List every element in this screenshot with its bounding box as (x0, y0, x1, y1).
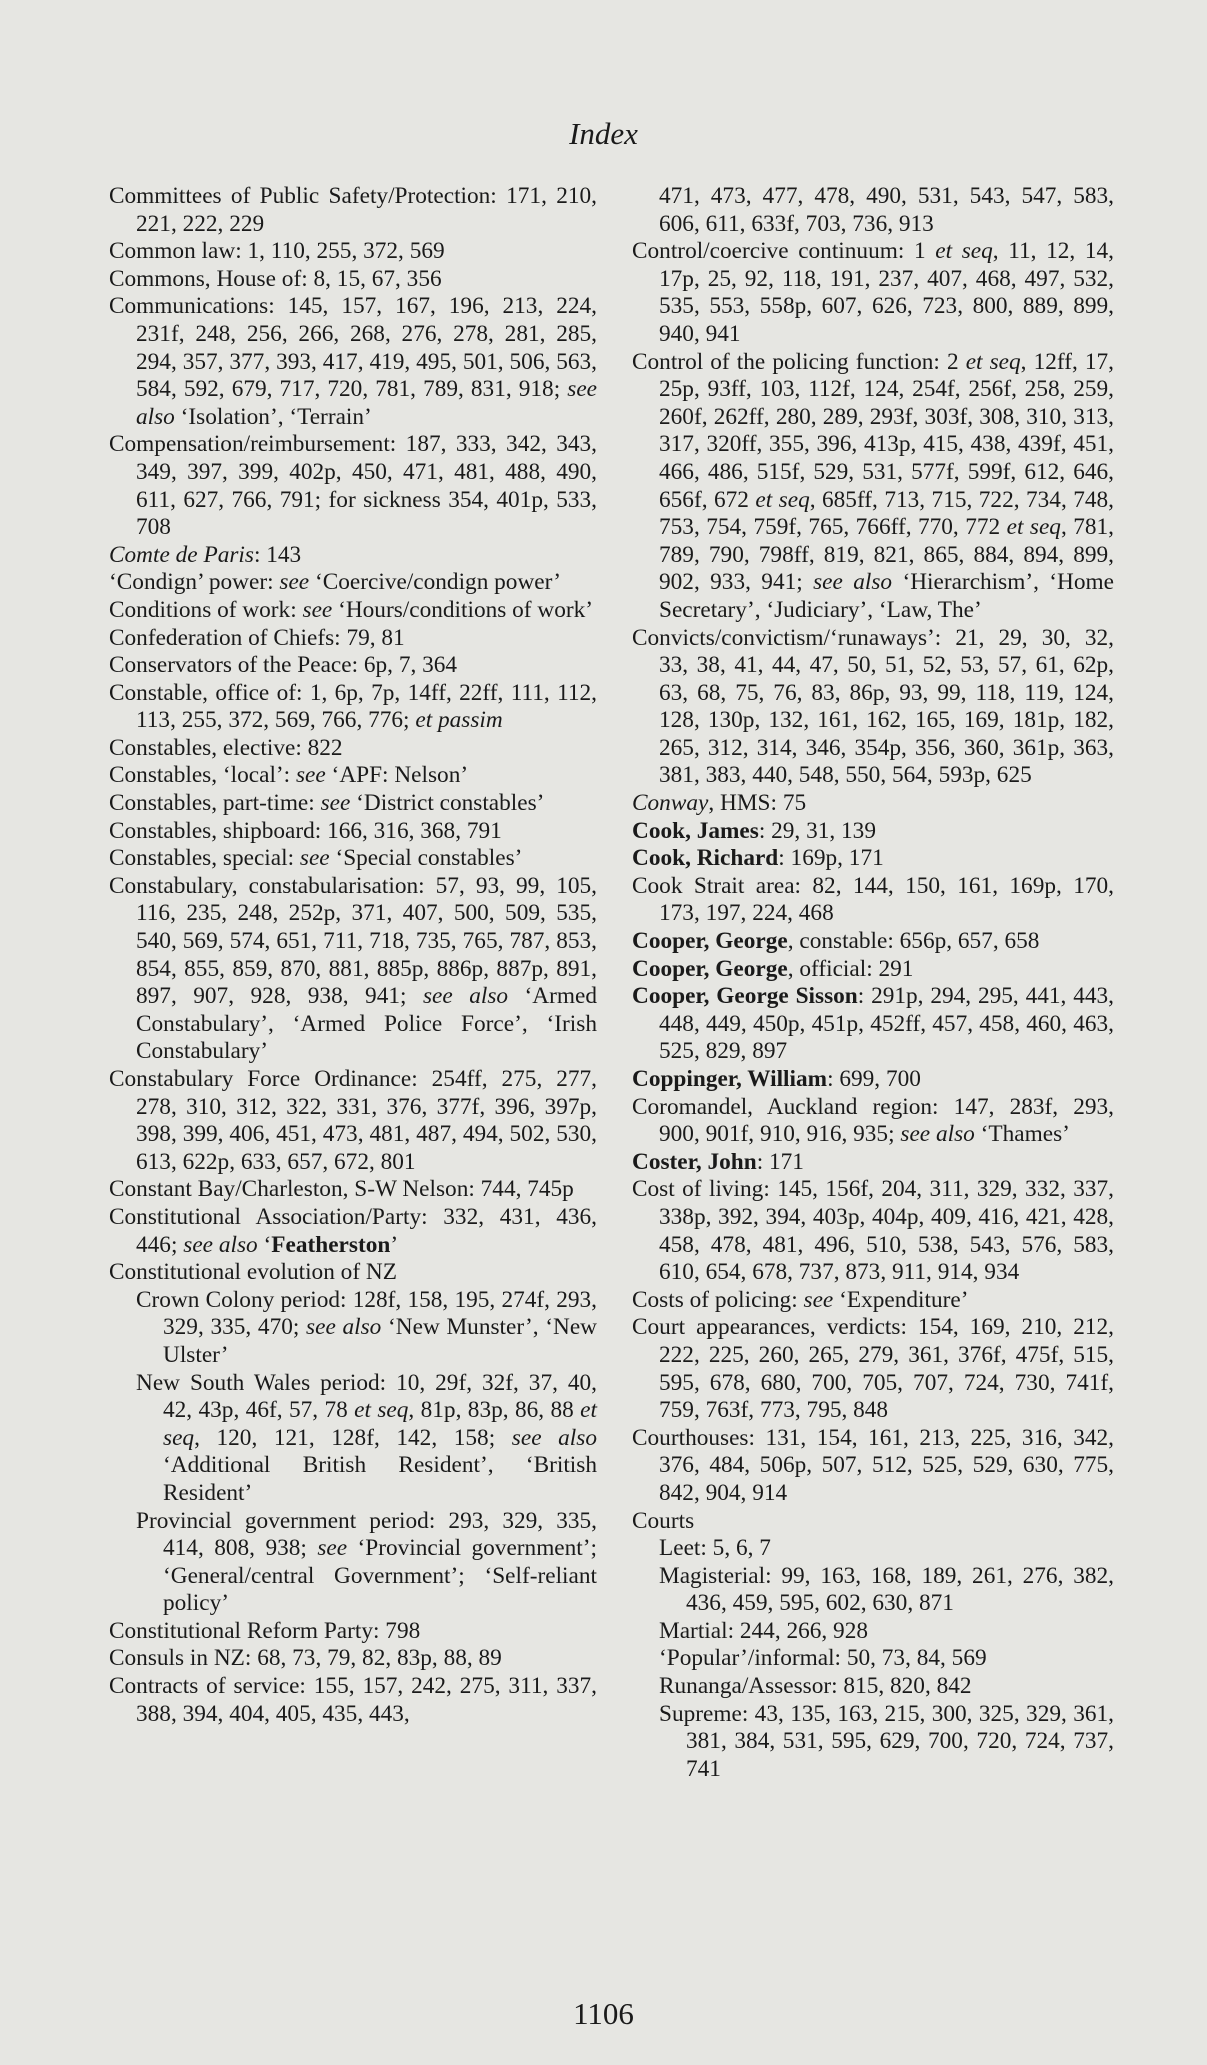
index-entry (632, 625, 1114, 791)
entry-text: ‘ (257, 1231, 272, 1258)
index-entry (632, 349, 1114, 625)
entry-text: Constitutional Association/Party: 332, 431, 436, 446; (109, 1203, 597, 1258)
entry-italic-text: see also (136, 376, 597, 430)
index-subentry (109, 1287, 597, 1370)
entry-text: Constables, shipboard: 166, 316, 368, 791 (109, 817, 502, 844)
index-subentry (109, 1508, 597, 1618)
entry-text: Committees of Public Safety/Protection: 171, 210, 221, 222, 229 (109, 183, 597, 237)
entry-italic-text: see also (306, 1314, 382, 1341)
entry-text: ‘Hours/conditions of work’ (332, 596, 594, 623)
entry-italic-text: et seq (935, 238, 993, 265)
index-entry (632, 1066, 1114, 1094)
page-number: 1106 (573, 1996, 634, 2031)
entry-italic-text: et passim (415, 707, 503, 734)
entry-text: Commons, House of: 8, 15, 67, 356 (109, 265, 442, 292)
index-entry (109, 266, 597, 294)
index-entry (109, 238, 597, 266)
index-subentry (632, 1618, 1114, 1646)
entry-text: Constabulary Force Ordinance: 254ff, 275, 277, 278, 310, 312, 322, 331, 376, 377f, 396, 397p, 398, 399, 406, 451, 473, 481, 487, 494, 502, 530, 613, 622p, 633, 657, 672, 801 (109, 1066, 597, 1175)
entry-text: Constitutional Reform Party: 798 (109, 1617, 421, 1644)
entry-bold-term: Cook, James (632, 817, 759, 844)
entry-text: , 81p, 83p, 86, 88 (408, 1397, 581, 1424)
entry-text: ‘Provincial government’; ‘General/central Government’; ‘Self-reliant policy’ (163, 1535, 598, 1617)
index-subentry (632, 1673, 1114, 1701)
entry-text: , 685ff, 713, 715, 722, 734, 748, 753, 754, 759f, 765, 766ff, 770, 772 (659, 486, 1114, 541)
entry-bold-term: Cooper, George (632, 928, 788, 955)
entry-text: Courthouses: 131, 154, 161, 213, 225, 316, 342, 376, 484, 506p, 507, 512, 525, 529, 630, 775, 842, 904, 914 (632, 1424, 1114, 1506)
entry-text: ‘APF: Nelson’ (325, 762, 469, 789)
entry-text: Constables, part-time: (109, 790, 321, 817)
entry-text: Supreme: 43, 135, 163, 215, 300, 325, 329, 361, 381, 384, 531, 595, 629, 700, 720, 724, 737, 741 (659, 1700, 1114, 1782)
entry-text: Conditions of work: (109, 596, 303, 623)
index-subentry (632, 1701, 1114, 1784)
index-entry (632, 845, 1114, 873)
entry-text: ‘Thames’ (974, 1121, 1070, 1148)
entry-text: Provincial government period: 293, 329, 335, 414, 808, 938; (136, 1507, 597, 1562)
entry-italic-text: et seq (965, 348, 1021, 375)
index-entry (632, 873, 1114, 928)
entry-text: ‘Isolation’, ‘Terrain’ (174, 403, 372, 430)
entry-text: ‘Hierarchism’, ‘Home Secretary’, ‘Judiciary’, ‘Law, The’ (659, 569, 1114, 623)
entry-italic-text: Comte de Paris (109, 541, 254, 568)
entry-text: Constant Bay/Charleston, S-W Nelson: 744, 745p (109, 1176, 574, 1203)
entry-italic-text: see (302, 596, 333, 623)
entry-text: Common law: 1, 110, 255, 372, 569 (109, 238, 445, 265)
entry-text: , official: 291 (787, 955, 914, 982)
entry-bold-term: Cook, Richard (632, 845, 779, 872)
index-entry (109, 845, 597, 873)
entry-italic-text: Conway (632, 790, 709, 817)
entry-text: Cook Strait area: 82, 144, 150, 161, 169p, 170, 173, 197, 224, 468 (632, 872, 1114, 927)
index-column-left (109, 183, 597, 1728)
index-entry (109, 597, 597, 625)
index-entry (632, 1508, 1114, 1536)
index-entry (109, 293, 597, 431)
entry-text: : 169p, 171 (778, 845, 884, 872)
entry-text: : 699, 700 (827, 1066, 921, 1092)
entry-text: Control/coercive continuum: 1 (632, 238, 936, 265)
entry-text: ‘Additional British Resident’, ‘British Resident’ (163, 1452, 597, 1506)
entry-text: Court appearances, verdicts: 154, 169, 210, 212, 222, 225, 260, 265, 279, 361, 376f, 475f, 515, 595, 678, 680, 700, 705, 707, 724, 730, 741f, 759, 763f, 773, 795, 848 (632, 1314, 1114, 1424)
entry-text: Martial: 244, 266, 928 (659, 1617, 869, 1644)
index-entry (109, 652, 597, 680)
entry-text: Constabulary, constabularisation: 57, 93, 99, 105, 116, 235, 248, 252p, 371, 407, 500, 509, 535, 540, 569, 574, 651, 711, 718, 735, 765, 787, 853, 854, 855, 859, 870, 881, 885p, 886p, 887p, 891, 897, 907, 928, 938, 941; (109, 872, 597, 1010)
entry-text: Magisterial: 99, 163, 168, 189, 261, 276, 382, 436, 459, 595, 602, 630, 871 (659, 1562, 1114, 1617)
entry-text: Constables, ‘local’: (109, 762, 296, 789)
index-entry (109, 1645, 597, 1673)
entry-text: Crown Colony period: 128f, 158, 195, 274f, 293, 329, 335, 470; (136, 1286, 597, 1341)
entry-text: Consuls in NZ: 68, 73, 79, 82, 83p, 88, 89 (109, 1645, 502, 1672)
index-entry (632, 1176, 1114, 1286)
entry-text: , 11, 12, 14, 17p, 25, 92, 118, 191, 237, 407, 468, 497, 532, 535, 553, 558p, 607, 626, 723, 800, 889, 899, 940, 941 (659, 238, 1115, 347)
entry-text: ‘Coercive/condign power’ (309, 569, 562, 596)
entry-italic-text: see (279, 569, 310, 596)
entry-text: Confederation of Chiefs: 79, 81 (109, 624, 405, 651)
entry-text: Conservators of the Peace: 6p, 7, 364 (109, 652, 458, 679)
index-entry (632, 1314, 1114, 1424)
index-entry (632, 956, 1114, 984)
entry-italic-text: see also (511, 1424, 597, 1451)
entry-italic-text: et seq (1006, 514, 1061, 541)
index-entry (109, 183, 597, 238)
index-subentry (632, 1645, 1114, 1673)
index-entry (632, 1287, 1114, 1315)
index-entry (632, 818, 1114, 846)
entry-text: Cost of living: 145, 156f, 204, 311, 329, 332, 337, 338p, 392, 394, 403p, 404p, 409, 416, 421, 428, 458, 478, 481, 496, 510, 538, 543, 576, 583, 610, 654, 678, 737, 873, 911, 914, 934 (632, 1176, 1114, 1286)
entry-text: , 781, 789, 790, 798ff, 819, 821, 865, 884, 894, 899, 902, 933, 941; (659, 514, 1114, 596)
index-entry (109, 1618, 597, 1646)
entry-text: Communications: 145, 157, 167, 196, 213, 224, 231f, 248, 256, 266, 268, 276, 278, 281, 285, 294, 357, 377, 393, 417, 419, 495, 501, 506, 563, 584, 592, 679, 717, 720, 781, 789, 831, 918; (109, 293, 597, 403)
index-subentry (109, 1370, 597, 1508)
entry-italic-text: see (320, 790, 351, 817)
entry-text: , constable: 656p, 657, 658 (787, 928, 1040, 955)
entry-text: Contracts of service: 155, 157, 242, 275, 311, 337, 388, 394, 404, 405, 435, 443, (109, 1673, 597, 1727)
index-entry (632, 238, 1114, 348)
entry-bold-term: Coster, John (632, 1148, 757, 1175)
entry-text: : 171 (756, 1148, 804, 1175)
entry-text: , HMS: 75 (708, 790, 807, 817)
entry-italic-text: et seq (755, 486, 810, 513)
index-entry (109, 680, 597, 735)
entry-text: : 143 (253, 541, 302, 568)
entry-italic-text: see (317, 1535, 348, 1562)
entry-bold-term: Featherston (271, 1231, 391, 1258)
entry-text: 471, 473, 477, 478, 490, 531, 543, 547, 583, 606, 611, 633f, 703, 736, 913 (659, 183, 1114, 237)
entry-text: Courts (632, 1507, 695, 1534)
entry-text: : 291p, 294, 295, 441, 443, 448, 449, 450p, 451p, 452ff, 457, 458, 460, 463, 525, 829, 897 (659, 983, 1115, 1065)
entry-italic-text: see (803, 1286, 834, 1313)
index-entry (632, 928, 1114, 956)
entry-text: ‘Popular’/informal: 50, 73, 84, 569 (659, 1645, 987, 1672)
page-title: Index (569, 116, 638, 151)
entry-text: ‘Armed Constabulary’, ‘Armed Police Force’, ‘Irish Constabulary’ (136, 983, 597, 1065)
index-entry (109, 762, 597, 790)
entry-text: Constable, office of: 1, 6p, 7p, 14ff, 22ff, 111, 112, 113, 255, 372, 569, 766, 776; (109, 679, 597, 734)
entry-text: ‘District constables’ (350, 790, 545, 817)
entry-text: ‘Condign’ power: (109, 569, 280, 596)
index-entry (109, 1204, 597, 1259)
index-entry (632, 1094, 1114, 1149)
entry-italic-text: et seq (354, 1397, 409, 1424)
entry-bold-term: Coppinger, William (632, 1066, 828, 1092)
entry-text: , 120, 121, 128f, 142, 158; (194, 1424, 512, 1451)
index-entry (632, 790, 1114, 818)
index-entry (109, 790, 597, 818)
entry-bold-term: Cooper, George (632, 955, 788, 982)
index-entry (632, 1425, 1114, 1508)
entry-italic-text: see also (813, 569, 893, 596)
index-entry (109, 1259, 597, 1287)
entry-text: ‘Expenditure’ (833, 1286, 969, 1313)
index-entry (109, 625, 597, 653)
entry-text: Costs of policing: (632, 1286, 804, 1313)
index-entry (632, 183, 1114, 238)
index-entry (109, 542, 597, 570)
entry-italic-text: see also (422, 983, 509, 1010)
index-entry (109, 1176, 597, 1204)
index-entry (109, 873, 597, 1066)
index-column-right (632, 183, 1114, 1783)
index-subentry (632, 1535, 1114, 1563)
index-entry (109, 1673, 597, 1728)
entry-italic-text: see (295, 762, 326, 789)
entry-italic-text: et seq (163, 1397, 597, 1451)
entry-text: ‘New Munster’, ‘New Ulster’ (163, 1314, 597, 1368)
entry-text: Constitutional evolution of NZ (109, 1259, 397, 1286)
entry-text: Constables, elective: 822 (109, 734, 343, 761)
index-entry (109, 1066, 597, 1176)
entry-text: Constables, special: (109, 845, 300, 872)
entry-text: ’ (390, 1231, 399, 1258)
index-entry (109, 818, 597, 846)
entry-text: Leet: 5, 6, 7 (659, 1535, 771, 1562)
index-entry (632, 1149, 1114, 1177)
entry-text: New South Wales period: 10, 29f, 32f, 37, 40, 42, 43p, 46f, 57, 78 (136, 1369, 597, 1424)
index-entry (109, 569, 597, 597)
entry-italic-text: see also (183, 1231, 258, 1258)
entry-text: Runanga/Assessor: 815, 820, 842 (659, 1673, 972, 1700)
entry-text: Coromandel, Auckland region: 147, 283f, 293, 900, 901f, 910, 916, 935; (632, 1093, 1114, 1148)
index-entry (109, 431, 597, 541)
index-entry (632, 983, 1114, 1066)
entry-text: Control of the policing function: 2 (632, 348, 966, 375)
index-subentry (632, 1563, 1114, 1618)
entry-text: Convicts/convictism/‘runaways’: 21, 29, 30, 32, 33, 38, 41, 44, 47, 50, 51, 52, 53, 57, 61, 62p, 63, 68, 75, 76, 83, 86p, 93, 99, 118, 119, 124, 128, 130p, 132, 161, 162, 165, 169, 181p, 182, 265, 312, 314, 346, 354p, 356, 360, 361p, 363, 381, 383, 440, 548, 550, 564, 593p, 625 (632, 624, 1114, 789)
entry-text: , 12ff, 17, 25p, 93ff, 103, 112f, 124, 254f, 256f, 258, 259, 260f, 262ff, 280, 289, 293f, 303f, 308, 310, 313, 317, 320ff, 355, 396, 413p, 415, 438, 439f, 451, 466, 486, 515f, 529, 531, 577f, 599f, 612, 646, 656f, 672 (659, 348, 1114, 513)
entry-text: : 29, 31, 139 (758, 817, 876, 844)
index-entry (109, 735, 597, 763)
entry-text: Compensation/reimbursement: 187, 333, 342, 343, 349, 397, 399, 402p, 450, 471, 481, 488, 490, 611, 627, 766, 791; for sickness 354, 401p, 533, 708 (109, 431, 597, 541)
entry-text: ‘Special constables’ (329, 845, 523, 872)
entry-italic-text: see (299, 845, 330, 872)
entry-italic-text: see also (900, 1121, 975, 1148)
entry-bold-term: Cooper, George Sisson (632, 983, 858, 1010)
